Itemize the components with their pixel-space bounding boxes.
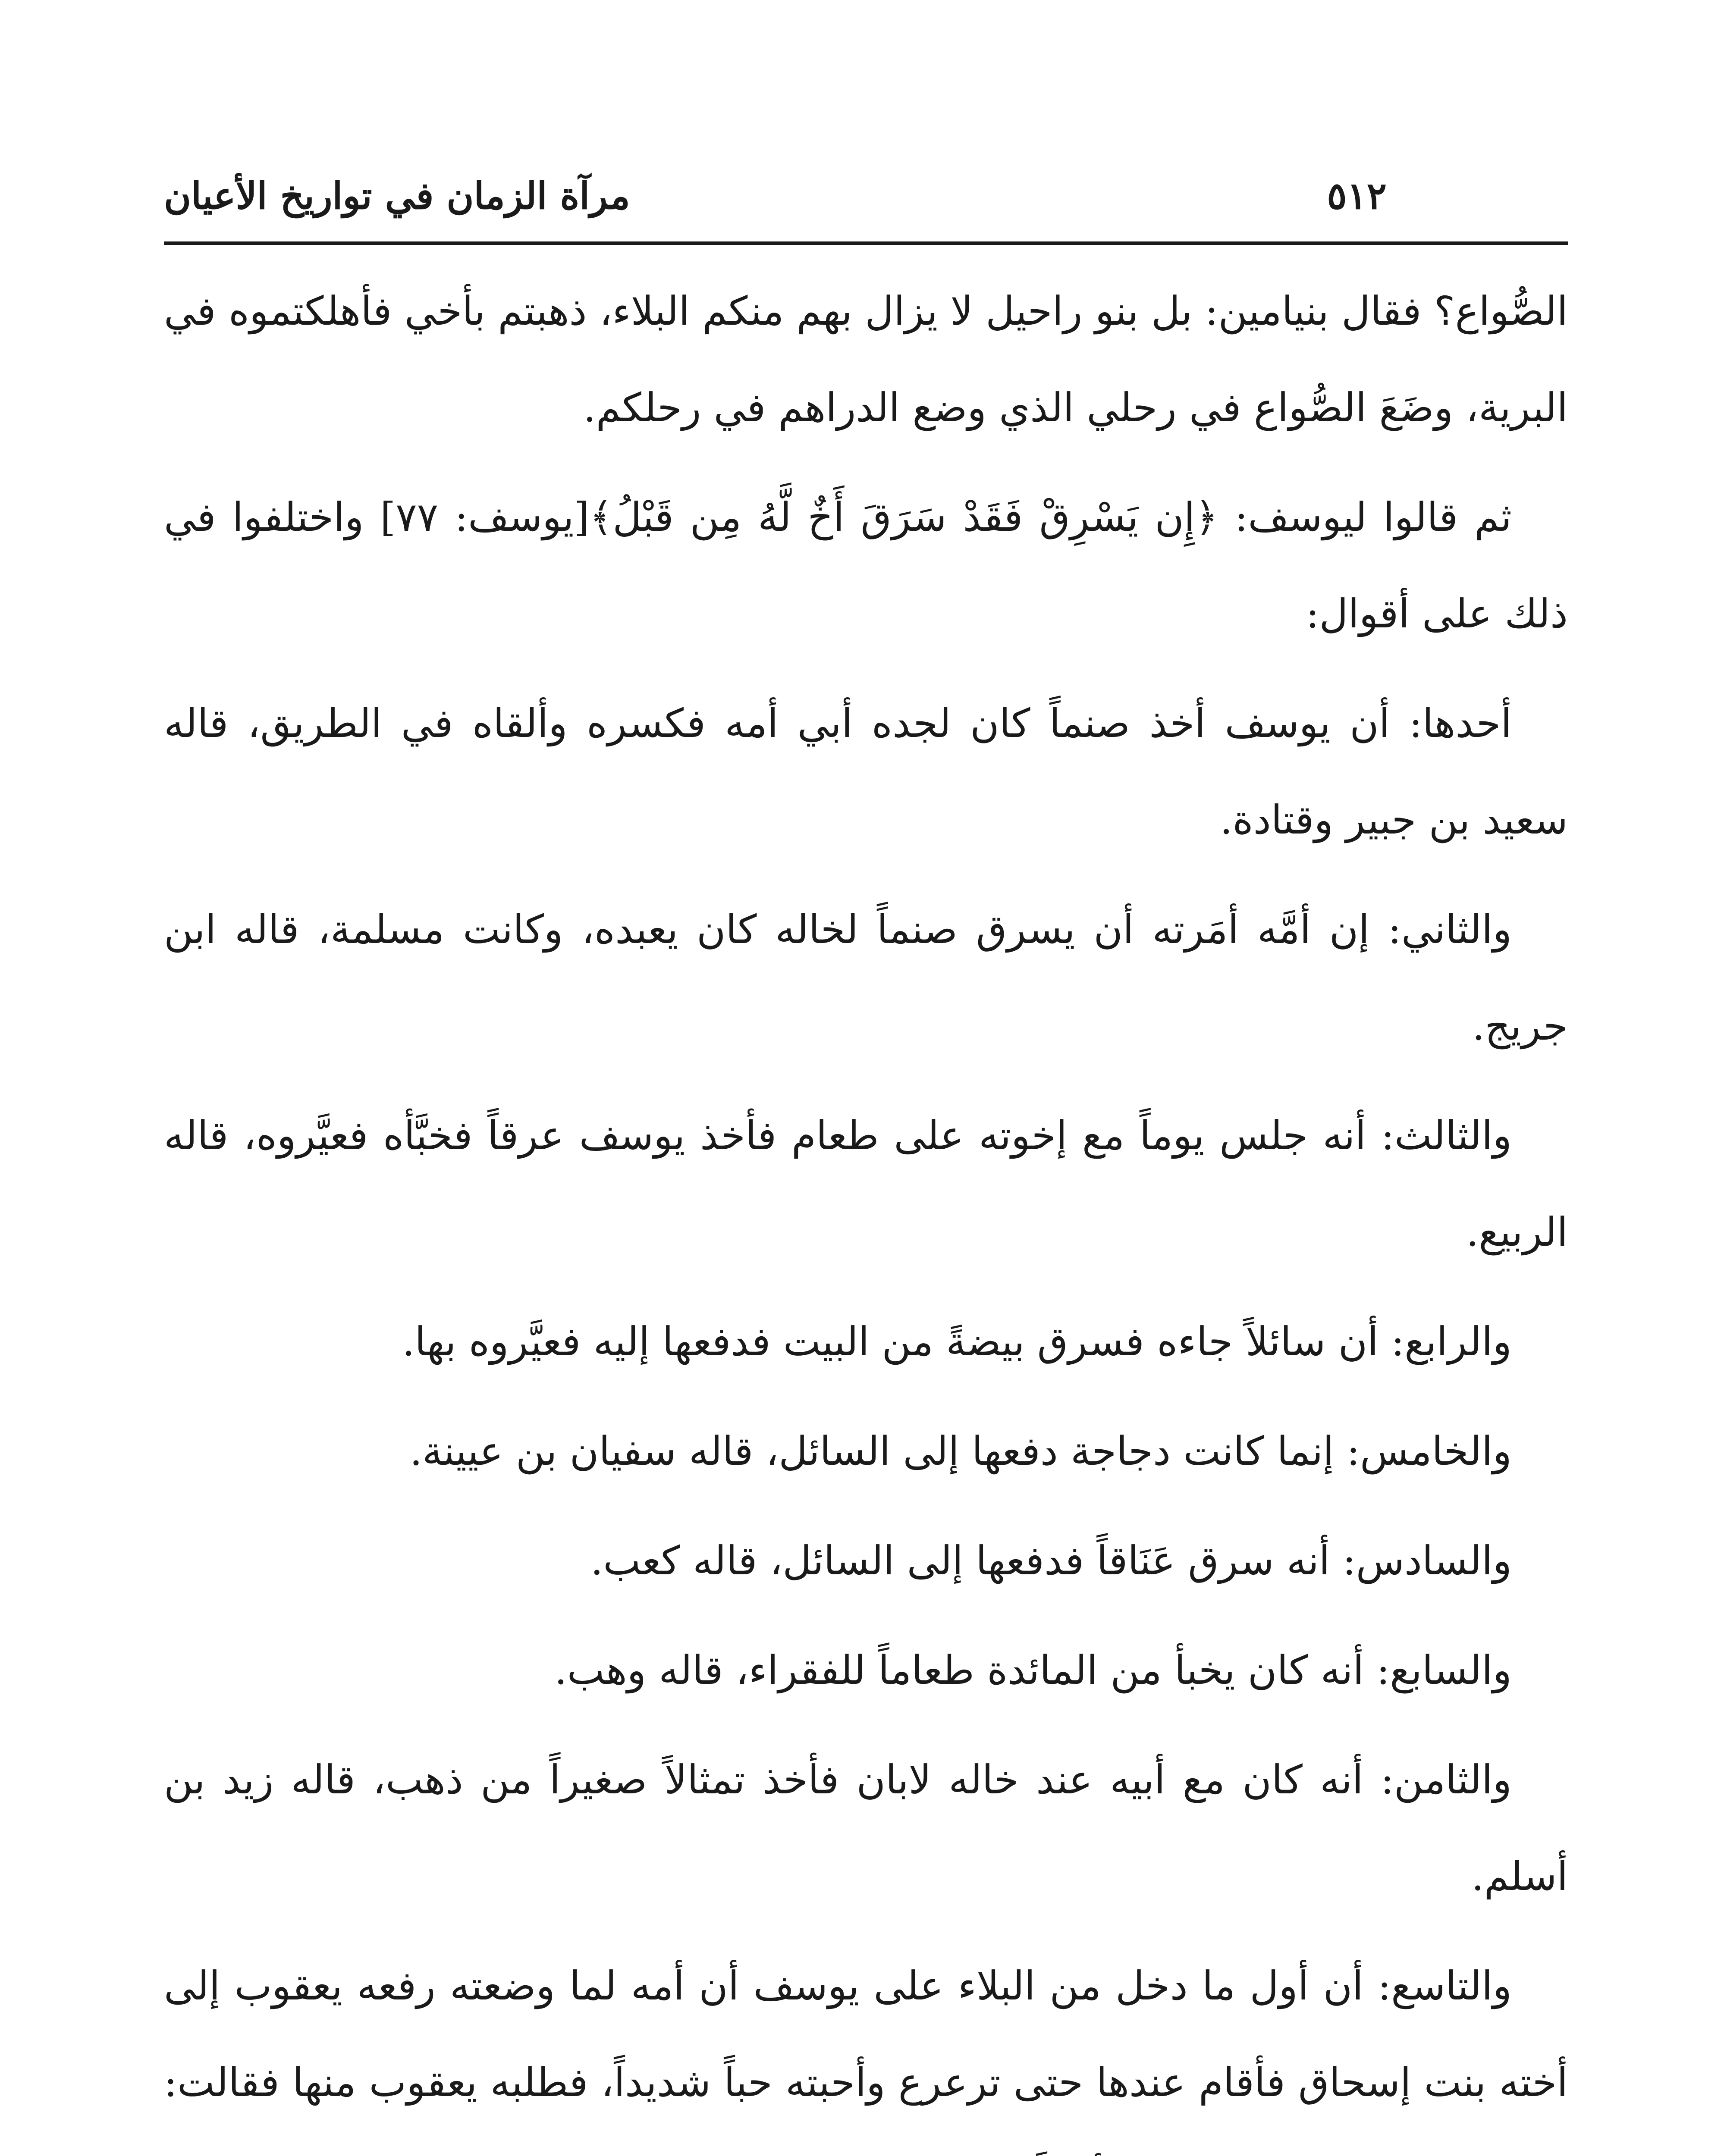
header-rule: [164, 241, 1568, 245]
paragraph-text: والثاني: إن أمَّه أمَرته أن يسرق صنماً لخاله كان يعبده، وكانت مسلمة، قاله ابن جريج.: [164, 906, 1568, 1049]
paragraph: [164, 1622, 1568, 1719]
paragraph-text: والسابع: أنه كان يخبأ من المائدة طعاماً للفقراء، قاله وهب.: [554, 1647, 1512, 1693]
paragraph-text: والثالث: أنه جلس يوماً مع إخوته على طعام فأخذ يوسف عرقاً فخبَّأه فعيَّروه، قاله الربيع.: [164, 1112, 1568, 1255]
paragraph-text: والثامن: أنه كان مع أبيه عند خاله لابان فأخذ تمثالاً صغيراً من ذهب، قاله زيد بن أسلم.: [164, 1757, 1568, 1899]
main-text: [164, 263, 1568, 2156]
paragraph-text: ثم قالوا ليوسف:: [1218, 494, 1512, 540]
paragraph-text: والسادس: أنه سرق عَنَاقاً فدفعها إلى السائل، قاله كعب.: [590, 1538, 1512, 1584]
paragraph-text: والخامس: إنما كانت دجاجة دفعها إلى السائل، قاله سفيان بن عيينة.: [409, 1428, 1512, 1474]
paragraph: [164, 881, 1568, 1075]
quran-verse: ﴿إِن يَسْرِقْ فَقَدْ سَرَقَ أَخٌ لَّهُ مِن قَبْلُ﴾: [589, 494, 1218, 540]
page-number: ٥١٢: [1327, 174, 1387, 218]
paragraph: [164, 1938, 1568, 2156]
page-header: [164, 164, 1568, 229]
paragraph-text: [يوسف: ٧٧] واختلفوا في ذلك على أقوال:: [164, 494, 1568, 637]
paragraph-text: أحدها: أن يوسف أخذ صنماً كان لجده أبي أمه فكسره وألقاه في الطريق، قاله سعيد بن جبير وقتادة.: [164, 700, 1568, 843]
paragraph-text: والتاسع: أن أول ما دخل من البلاء على يوسف أن أمه لما وضعته رفعه يعقوب إلى أخته بنت إسحاق فأقام عندها حتى ترعرع وأحبته حباً شديداً، فطلبه يعقوب منها فقالت:: [164, 1963, 1568, 2106]
paragraph-text: الصُّواع؟ فقال بنيامين: بل بنو راحيل لا يزال بهم منكم البلاء، ذهبتم بأخي فأهلكتموه في البرية، وضَعَ الصُّواع في رحلي الذي وضع الدراهم في رحلكم.: [164, 288, 1568, 431]
paragraph: [164, 469, 1568, 662]
paragraph: [164, 1403, 1568, 1500]
paragraph: [164, 263, 1568, 456]
paragraph-text: والرابع: أن سائلاً جاءه فسرق بيضةً من البيت فدفعها إليه فعيَّروه بها.: [402, 1319, 1512, 1365]
paragraph: [164, 1294, 1568, 1390]
running-title: مرآة الزمان في تواريخ الأعيان: [164, 174, 630, 218]
paragraph: [164, 1513, 1568, 1609]
paragraph: [164, 1087, 1568, 1281]
paragraph: [164, 1732, 1568, 1925]
paragraph: [164, 675, 1568, 868]
